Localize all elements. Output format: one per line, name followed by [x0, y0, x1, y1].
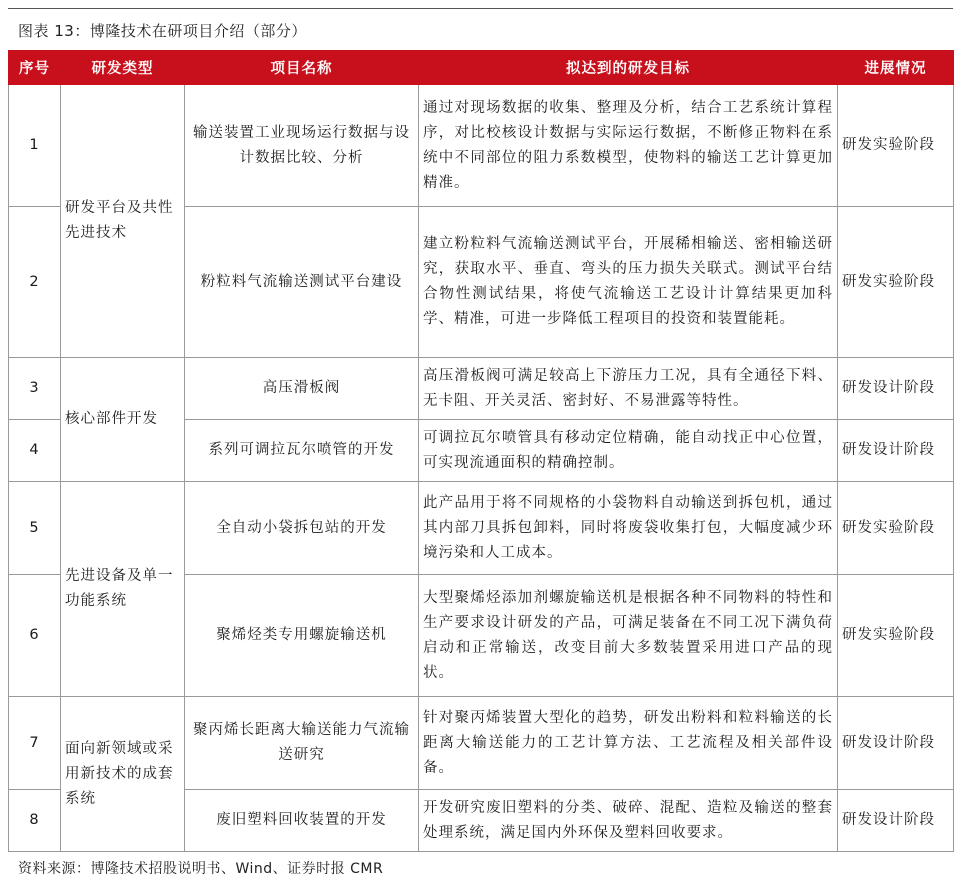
project-name: 粉粒料气流输送测试平台建设 [185, 207, 419, 358]
header-goal: 拟达到的研发目标 [419, 51, 838, 85]
top-rule [8, 8, 953, 9]
row-no: 5 [9, 482, 61, 575]
figure-caption: 图表 13：博隆技术在研项目介绍（部分） [18, 22, 307, 40]
project-status: 研发实验阶段 [838, 85, 954, 207]
row-no: 3 [9, 358, 61, 420]
row-no: 8 [9, 790, 61, 852]
project-goal: 针对聚丙烯装置大型化的趋势，研发出粉料和粒料输送的长距离大输送能力的工艺计算方法、工艺流程及相关部件设备。 [419, 697, 838, 790]
table-row [9, 482, 954, 575]
category-cell: 核心部件开发 [61, 358, 185, 482]
header-name: 项目名称 [185, 51, 419, 85]
category-cell: 研发平台及共性先进技术 [61, 85, 185, 358]
source-note: 资料来源：博隆技术招股说明书、Wind、证券时报 CMR [18, 861, 384, 877]
project-goal: 通过对现场数据的收集、整理及分析，结合工艺系统计算程序，对比校核设计数据与实际运行数据，不断修正物料在系统中不同部位的阻力系数模型，使物料的输送工艺计算更加精准。 [419, 85, 838, 207]
header-no: 序号 [9, 51, 61, 85]
project-status: 研发设计阶段 [838, 790, 954, 852]
table-row [9, 697, 954, 790]
project-name: 输送装置工业现场运行数据与设计数据比较、分析 [185, 85, 419, 207]
project-status: 研发设计阶段 [838, 697, 954, 790]
row-no: 1 [9, 85, 61, 207]
row-no: 4 [9, 420, 61, 482]
table-header-row [9, 51, 954, 85]
project-name: 废旧塑料回收装置的开发 [185, 790, 419, 852]
row-no: 6 [9, 575, 61, 697]
project-status: 研发实验阶段 [838, 575, 954, 697]
project-status: 研发实验阶段 [838, 207, 954, 358]
project-goal: 大型聚烯烃添加剂螺旋输送机是根据各种不同物料的特性和生产要求设计研发的产品，可满足装备在不同工况下满负荷启动和正常输送，改变目前大多数装置采用进口产品的现状。 [419, 575, 838, 697]
project-status: 研发实验阶段 [838, 482, 954, 575]
project-name: 全自动小袋拆包站的开发 [185, 482, 419, 575]
project-status: 研发设计阶段 [838, 420, 954, 482]
project-name: 聚烯烃类专用螺旋输送机 [185, 575, 419, 697]
project-name: 高压滑板阀 [185, 358, 419, 420]
project-name: 系列可调拉瓦尔喷管的开发 [185, 420, 419, 482]
table-row [9, 358, 954, 420]
project-name: 聚丙烯长距离大输送能力气流输送研究 [185, 697, 419, 790]
project-goal: 可调拉瓦尔喷管具有移动定位精确，能自动找正中心位置，可实现流通面积的精确控制。 [419, 420, 838, 482]
project-goal: 高压滑板阀可满足较高上下游压力工况，具有全通径下料、无卡阻、开关灵活、密封好、不易泄露等特性。 [419, 358, 838, 420]
category-cell: 面向新领域或采用新技术的成套系统 [61, 697, 185, 852]
row-no: 7 [9, 697, 61, 790]
header-type: 研发类型 [61, 51, 185, 85]
project-goal: 建立粉粒料气流输送测试平台，开展稀相输送、密相输送研究，获取水平、垂直、弯头的压力损失关联式。测试平台结合物性测试结果，将使气流输送工艺设计计算结果更加科学、精准，可进一步降低工程项目的投资和装置能耗。 [419, 207, 838, 358]
row-no: 2 [9, 207, 61, 358]
project-goal: 开发研究废旧塑料的分类、破碎、混配、造粒及输送的整套处理系统，满足国内外环保及塑料回收要求。 [419, 790, 838, 852]
project-goal: 此产品用于将不同规格的小袋物料自动输送到拆包机，通过其内部刀具拆包卸料，同时将废袋收集打包，大幅度减少环境污染和人工成本。 [419, 482, 838, 575]
project-status: 研发设计阶段 [838, 358, 954, 420]
table-row [9, 85, 954, 207]
project-table [8, 50, 954, 852]
category-cell: 先进设备及单一功能系统 [61, 482, 185, 697]
header-status: 进展情况 [838, 51, 954, 85]
